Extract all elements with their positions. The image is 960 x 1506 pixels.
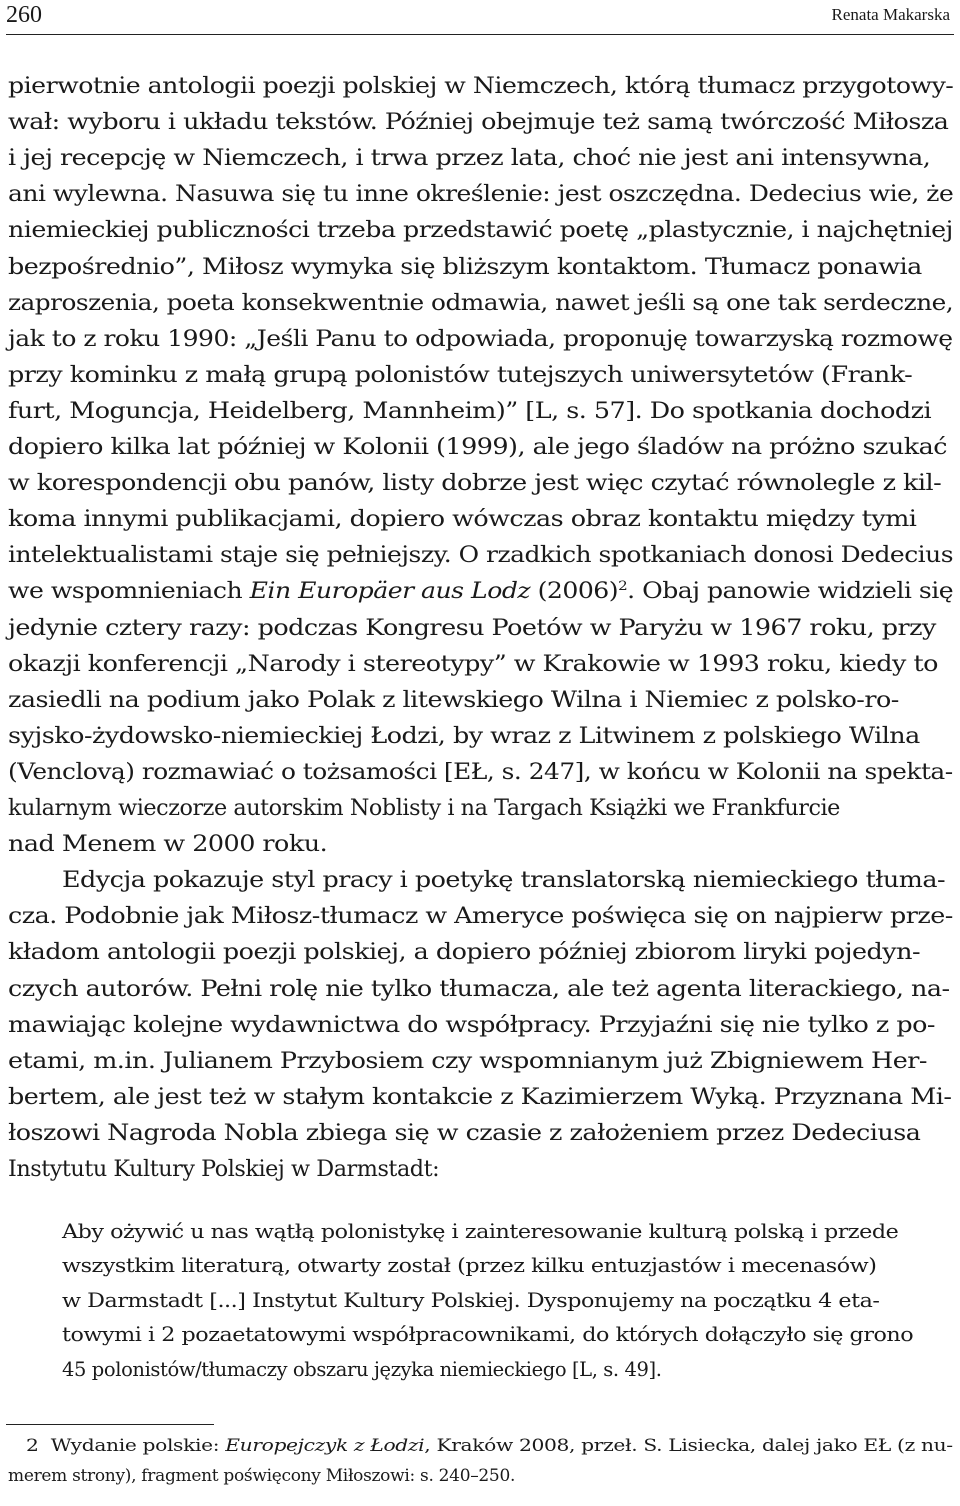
body-line: kularnym wieczorze autorskim Noblisty i na Targach Książki we Frankfurcie [8, 795, 840, 821]
body-line: zasiedli na podium jako Polak z litewskiego Wilna i Niemiec z polsko-ro- [8, 686, 899, 713]
book-title: Ein Europäer aus Lodz [249, 578, 531, 605]
footnote-number: 2 [26, 1436, 39, 1456]
footnote-divider [6, 1424, 214, 1425]
running-head-author: Renata Makarska [831, 5, 950, 24]
text: , Kraków 2008, przeł. S. Lisiecka, dalej jako EŁ (z nu- [424, 1436, 953, 1456]
body-line-with-title [8, 578, 953, 604]
body-line: zaproszenia, poeta konsekwentnie odmawia, nawet jeśli są one tak serdeczne, [8, 289, 954, 316]
quote-line: wszystkim literaturą, otwarty został (przez kilku entuzjastów i mecenasów) [62, 1254, 877, 1278]
body-line: dopiero kilka lat później w Kolonii (1999), ale jego śladów na próżno szukać [8, 434, 947, 460]
body-line: niemieckiej publiczności trzeba przedstawić poetę „plastycznie, i najchętniej [8, 217, 953, 244]
body-line: nad Menem w 2000 roku. [8, 831, 328, 858]
text: Wydanie polskie: [50, 1436, 226, 1456]
quote-line: w Darmstadt [...] Instytut Kultury Polskiej. Dysponujemy na początku 4 eta- [62, 1288, 880, 1312]
body-line: furt, Moguncja, Heidelberg, Mannheim)” [L, s. 57]. Do spotkania dochodzi [8, 397, 932, 424]
quote-line: towymi i 2 pozaetatowymi współpracownikami, do których dołączyło się grono [62, 1323, 914, 1347]
body-line: przy kominku z małą grupą polonistów tutejszych uniwersytetów (Frank- [8, 361, 913, 388]
body-line: mawiając kolejne wydawnictwa do współpracy. Przyjaźni się nie tylko z po- [8, 1011, 935, 1038]
quote-line: Aby ożywić u nas wątłą polonistykę i zainteresowanie kulturą polską i przede [62, 1220, 899, 1243]
body-line: w korespondencji obu panów, listy dobrze jest więc czytać równolegle z kil- [8, 470, 942, 497]
quote-line: 45 polonistów/tłumaczy obszaru języka niemieckiego [L, s. 49]. [62, 1357, 662, 1381]
body-line: bertem, ale jest też w stałym kontakcie z Kazimierzem Wyką. Przyznana Mi- [8, 1083, 952, 1110]
body-line: jedynie cztery razy: podczas Kongresu Poetów w Paryżu w 1967 roku, przy [8, 614, 936, 641]
footnote-line [26, 1436, 953, 1456]
body-line: jak to z roku 1990: „Jeśli Panu to odpowiada, proponuję towarzyską rozmowę [8, 325, 953, 352]
body-line: kładom antologii poezji polskiej, a dopiero później zbiorom liryki pojedyn- [8, 939, 921, 966]
body-line: syjsko-żydowsko-niemieckiej Łodzi, by wraz z Litwinem z polskiego Wilna [8, 722, 920, 749]
footnote-reference[interactable]: 2 [618, 579, 628, 595]
body-line: bezpośrednio”, Miłosz wymyka się bliższym kontaktom. Tłumacz ponawia [8, 253, 922, 280]
footnote-line: merem strony), fragment poświęcony Miłoszowi: s. 240–250. [8, 1466, 516, 1486]
body-line: ani wylewna. Nasuwa się tu inne określenie: jest oszczędna. Dedecius wie, że [8, 181, 954, 208]
body-line: czych autorów. Pełni rolę nie tylko tłumacza, ale też agenta literackiego, na- [8, 975, 950, 1002]
page-number: 260 [6, 2, 42, 28]
text: (2006) [530, 578, 619, 605]
body-line: i jej recepcję w Niemczech, i trwa przez lata, choć nie jest ani intensywna, [8, 145, 931, 172]
body-line: intelektualistami staje się pełniejszy. O rzadkich spotkaniach donosi Dedecius [8, 542, 954, 569]
body-line: wał: wyboru i układu tekstów. Później obejmuje też samą twórczość Miłosza [8, 109, 949, 136]
body-line: łoszowi Nagroda Nobla zbiega się w czasie z założeniem przez Dedeciusa [8, 1119, 921, 1146]
body-line: pierwotnie antologii poezji polskiej w Niemczech, którą tłumacz przygotowy- [8, 73, 954, 99]
body-line: etami, m.in. Julianem Przybosiem czy wspomnianym już Zbigniewem Her- [8, 1047, 927, 1074]
text: we wspomnieniach [8, 578, 250, 605]
body-line: okazji konferencji „Narody i stereotypy” w Krakowie w 1993 roku, kiedy to [8, 650, 938, 677]
book-title: Europejczyk z Łodzi [225, 1436, 425, 1456]
body-line: cza. Podobnie jak Miłosz-tłumacz w Ameryce poświęca się on najpierw prze- [8, 903, 953, 930]
body-line: Instytutu Kultury Polskiej w Darmstadt: [8, 1156, 440, 1182]
text: . Obaj panowie widzieli się [627, 578, 954, 605]
body-line: (Venclovą) rozmawiać o tożsamości [EŁ, s. 247], w końcu w Kolonii na spekta- [8, 758, 953, 785]
running-header [6, 0, 954, 35]
body-line: koma innymi publikacjami, dopiero wówczas obraz kontaktu między tymi [8, 506, 917, 533]
body-line: Edycja pokazuje styl pracy i poetykę translatorską niemieckiego tłuma- [62, 867, 946, 894]
